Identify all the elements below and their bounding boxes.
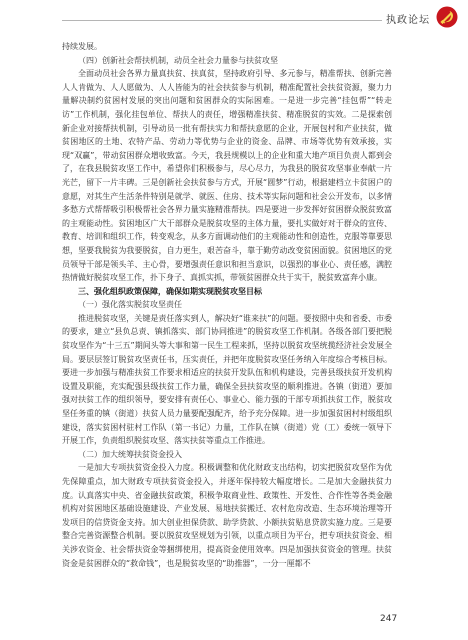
- subsection-heading-4: （四）创新社会帮扶机制，动员全社会力量参与扶贫攻坚: [78, 55, 278, 65]
- paragraph: 一是加大专项扶贫资金投入力度。积极调整和优化财政支出结构，切实把脱贫攻坚作为优先保障重点，加大财政专项扶贫资金投入，并逐年保持较大幅度增长。二是加大金融扶贫力度。认真落实中央、省金融扶贫政策，积极争取商业性、政策性、开发性、合作性等各类金融机构对贫困地区基础设施建设、产业发展、易地扶贫搬迁、农村危房改造、生态环境治理等开发项目的信贷资金支持。加大创业担保贷款、助学贷款、小额扶贫贴息贷款实施力度。三是要整合完善资源整合机制。要以脱贫攻坚规划为引领，以重点项目为平台，把专项扶贫资金、相关涉农资金、社会帮扶资金等捆绑使用，提高资金使用效率。四是加强扶贫资金的管理。扶贫资金是贫困群众的“救命钱”，也是脱贫攻坚的“助推器”，一分一厘都不: [62, 463, 392, 568]
- paragraph-continuation: 持续发展。: [62, 42, 102, 51]
- header-title: 执政论坛: [386, 15, 430, 26]
- article-body: [62, 40, 392, 570]
- section-heading-3: 三、强化组织政策保障，确保如期实现脱贫攻坚目标: [78, 286, 262, 296]
- header-rule: [62, 20, 382, 21]
- paragraph: 推进脱贫攻坚，关键是责任落实到人，解决好“谁来扶”的问题。要按照中央和省委、市委的要求，建立“县负总责、镇抓落实、部门协同推进”的脱贫攻坚工作机制。各级各部门要把脱贫攻坚作为“十三五”期间头等大事和第一民生工程来抓，坚持以脱贫攻坚统揽经济社会发展全局。要层层签订脱贫攻坚责任书，压实责任，并把年度脱贫攻坚任务纳入年度综合考核目标。要进一步加强与精准扶贫工作要求相适应的扶贫开发队伍和机构建设，完善县级扶贫开发机构设置及职能，充实配强县级扶贫工作力量，确保全县扶贫攻坚的顺利推进。各镇（街道）要加强对扶贫工作的组织领导，要安排有责任心、事业心、能力强的干部专项抓扶贫工作，脱贫攻坚任务重的镇（街道）扶贫人员力量要配强配齐，给予充分保障。进一步加强贫困村村级组织建设，落实贫困村驻村工作队（第一书记）力量，工作队在镇（街道）党（工）委统一领导下开展工作，负责组织脱贫攻坚、落实扶贫等重点工作推进。: [62, 313, 392, 446]
- paragraph: 全面动员社会各界力量真扶贫、扶真贫，坚持政府引导、多元参与，精准帮扶、创新完善人人肯做为、人人愿做为、人人皆能为的社会扶贫参与机制，精准配置社会扶贫资源，聚力力量解决制约贫困村发展的突出问题和贫困群众的实际困难。一是进一步完善“挂包帮”“转走访”工作机制，强化挂包单位、帮扶人的责任，增强精准扶贫、精准脱贫的实效。二是探索创新企业对接帮扶机制，引导动员一批有帮扶实力和帮扶意愿的企业，开展包村和产业扶贫，做贫困地区的土地、农特产品、劳动力等优势与企业的资金、品牌、市场等优势有效承接，实现“双赢”，带动贫困群众增收致富。今天，我县规模以上的企业和重大地产项目负责人都到会了，在我县脱贫攻坚工作中，希望你们积极参与，尽心尽力，为我县的脱贫攻坚事业奉献一片光芒，留下一片丰碑。三是创新社会扶贫参与方式，开展“圆梦”行动，根据建档立卡贫困户的意愿，对其生产生活条件特别是就学、就医、住房、技术等实际问题和社会公开发布，以多情多愁方式帮帮吸引积极帮社会各界力量实施精准帮扶。四是要进一步发挥好贫困群众脱贫致富的主观能动性。贫困地区广大干部群众是脱贫攻坚的主体力量，要扎实做好对于群众的宣传、教育、培训和组织工作，转变观念，从多方面调动他们的主观能动性和创造性，克服等靠要思想，坚要我脱贫为我要脱贫，自力更生，艰苦奋斗，靠于勤劳动改变贫困面貌。贫困地区的党员领导干部是领头羊、主心骨，要增强责任意识和担当意识，以强烈的事业心、责任感，满腔热情做好脱贫攻坚工作，扑下身子、真抓实抓，带领贫困群众共于实干，脱贫致富奔小康。: [62, 69, 392, 283]
- subsection-heading-2: （二）加大统筹扶贫资金投入: [78, 449, 182, 459]
- running-header: [0, 0, 468, 40]
- party-emblem-icon: [436, 6, 458, 28]
- subsection-heading-1: （一）强化落实脱贫攻坚责任: [78, 300, 182, 310]
- page-number: 247: [380, 614, 398, 624]
